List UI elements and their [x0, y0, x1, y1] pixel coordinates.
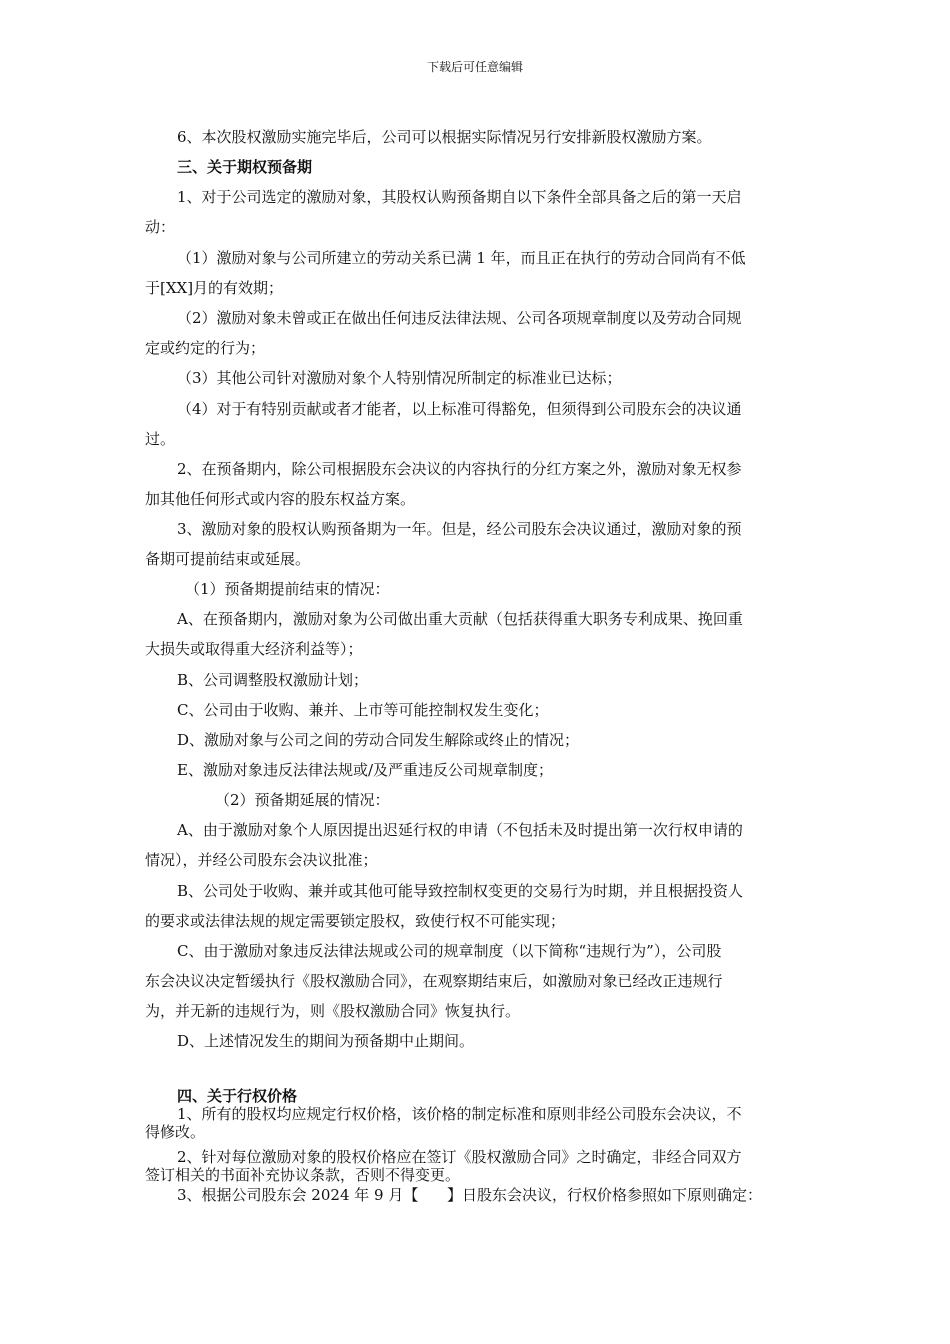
paragraph-line: C、由于激励对象违反法律法规或公司的规章制度（以下简称“违规行为”），公司股: [177, 942, 722, 960]
paragraph-line: 东会决议决定暂缓执行《股权激励合同》，在观察期结束后，如激励对象已经改正违规行: [145, 972, 723, 990]
paragraph-line: （2）激励对象未曾或正在做出任何违反法律法规、公司各项规章制度以及劳动合同规: [177, 309, 742, 327]
paragraph-line: 3、根据公司股东会 2024 年 9 月【 】日股东会决议，行权价格参照如下原则确定：: [177, 1186, 762, 1204]
paragraph-line: （1）激励对象与公司所建立的劳动关系已满 1 年，而且正在执行的劳动合同尚有不低: [177, 249, 746, 267]
paragraph-line: D、激励对象与公司之间的劳动合同发生解除或终止的情况；: [177, 731, 580, 749]
paragraph-line: 于[XX]月的有效期；: [145, 279, 284, 297]
paragraph-line: B、公司处于收购、兼并或其他可能导致控制权变更的交易行为时期，并且根据投资人: [177, 882, 744, 900]
paragraph-line: B、公司调整股权激励计划；: [177, 671, 369, 689]
paragraph-line: （1）预备期提前结束的情况：: [185, 580, 390, 598]
paragraph-line: （3）其他公司针对激励对象个人特别情况所制定的标准业已达标；: [177, 369, 622, 387]
paragraph-line: A、由于激励对象个人原因提出迟延行权的申请（不包括未及时提出第一次行权申请的: [177, 821, 743, 839]
paragraph-line: A、在预备期内，激励对象为公司做出重大贡献（包括获得重大职务专利成果、挽回重: [177, 610, 743, 628]
paragraph-line: 签订相关的书面补充协议条款，否则不得变更。: [145, 1166, 461, 1184]
paragraph-line: 过。: [145, 430, 176, 448]
paragraph-line: 6、本次股权激励实施完毕后，公司可以根据实际情况另行安排新股权激励方案。: [177, 128, 712, 146]
paragraph-line: 3、激励对象的股权认购预备期为一年。但是，经公司股东会决议通过，激励对象的预: [177, 520, 742, 538]
paragraph-line: （4）对于有特别贡献或者才能者，以上标准可得豁免，但须得到公司股东会的决议通: [177, 400, 742, 418]
paragraph-line: 2、针对每位激励对象的股权价格应在签订《股权激励合同》之时确定，非经合同双方: [177, 1148, 742, 1166]
paragraph-line: C、公司由于收购、兼并、上市等可能控制权发生变化；: [177, 701, 549, 719]
paragraph-line: 为，并无新的违规行为，则《股权激励合同》恢复执行。: [145, 1002, 521, 1020]
paragraph-line: D、上述情况发生的期间为预备期中止期间。: [177, 1032, 475, 1050]
paragraph-line: E、激励对象违反法律法规或/及严重违反公司规章制度；: [177, 761, 554, 779]
paragraph-line: 定或约定的行为；: [145, 339, 266, 357]
paragraph-line: 2、在预备期内，除公司根据股东会决议的内容执行的分红方案之外，激励对象无权参: [177, 460, 742, 478]
paragraph-line: 动：: [145, 218, 176, 236]
paragraph-line: 情况），并经公司股东会决议批准；: [145, 851, 378, 869]
paragraph-line: 备期可提前结束或延展。: [145, 550, 311, 568]
paragraph-line: 1、所有的股权均应规定行权价格，该价格的制定标准和原则非经公司股东会决议，不: [177, 1105, 742, 1123]
paragraph-line: 得修改。: [145, 1123, 206, 1141]
header-note: 下载后可任意编辑: [426, 60, 523, 74]
paragraph-line: 加其他任何形式或内容的股东权益方案。: [145, 490, 416, 508]
section-heading: 三、关于期权预备期: [177, 158, 313, 176]
paragraph-line: 1、对于公司选定的激励对象，其股权认购预备期自以下条件全部具备之后的第一天启: [177, 188, 742, 206]
paragraph-line: （2）预备期延展的情况：: [215, 791, 390, 809]
paragraph-line: 的要求或法律法规的规定需要锁定股权，致使行权不可能实现；: [145, 912, 566, 930]
paragraph-line: 大损失或取得重大经济利益等）；: [145, 640, 363, 658]
section-heading: 四、关于行权价格: [177, 1087, 298, 1105]
